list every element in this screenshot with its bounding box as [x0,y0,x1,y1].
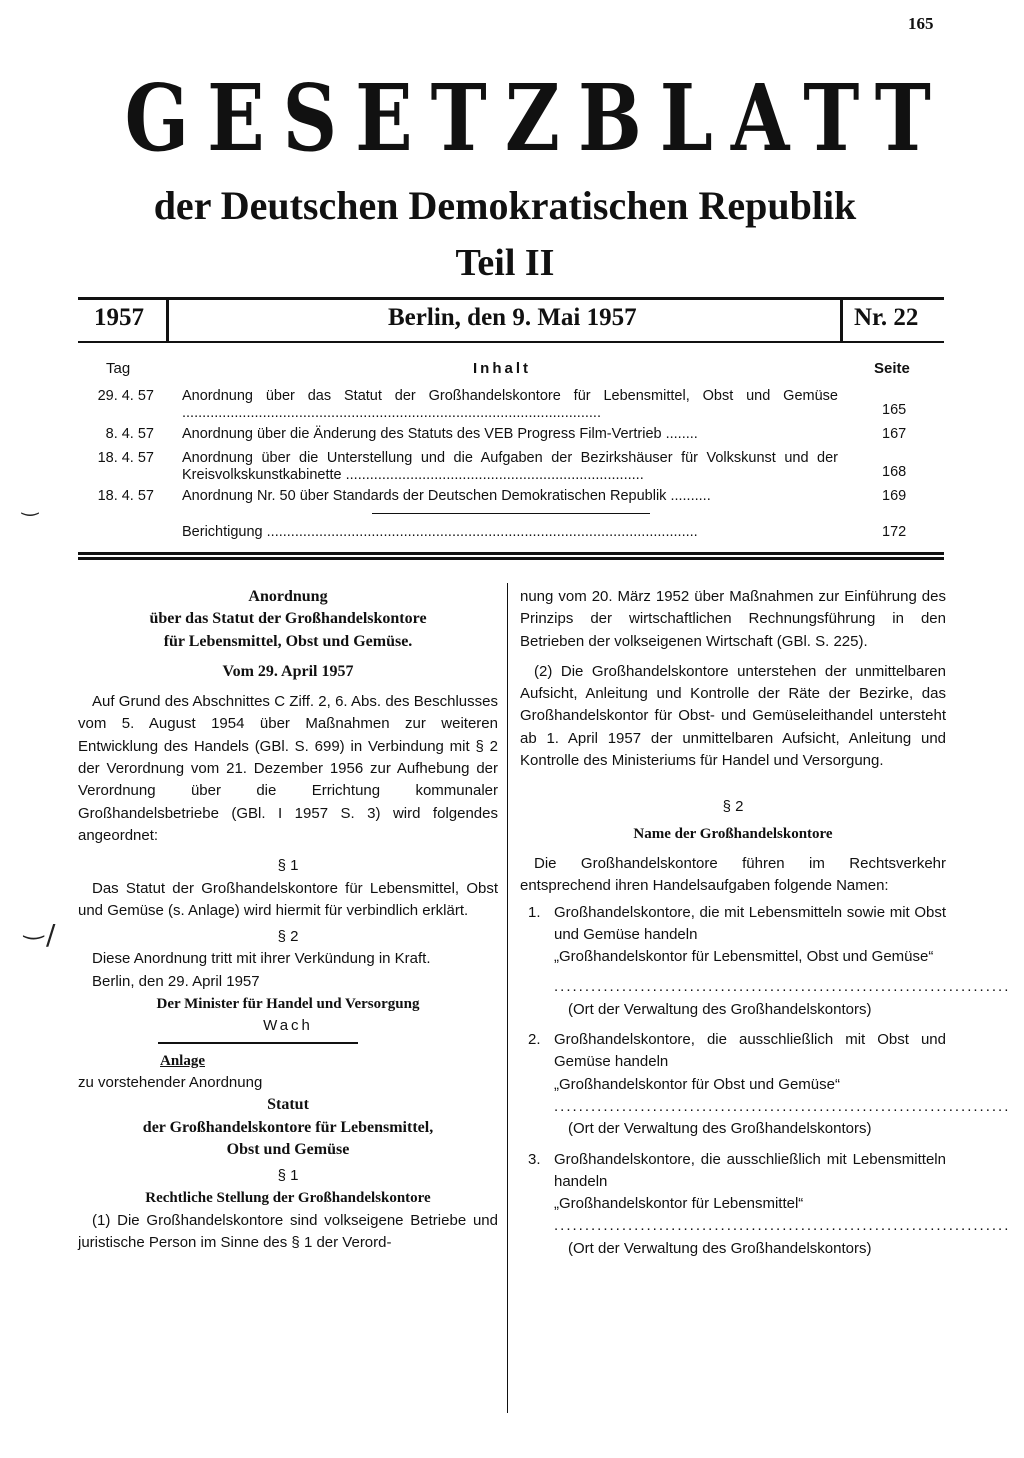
masthead-title: GESETZBLATT [124,64,949,172]
section-paragraph: Diese Anordnung tritt mit ihrer Verkündung in Kraft. [92,950,431,968]
toc-header-content: Inhalt [473,360,531,377]
signer-name: Wach [263,1017,313,1035]
toc-entry-page: 168 [882,464,907,480]
statute-heading: Statut [267,1096,309,1114]
issue-divider [166,300,169,341]
toc-entry-page: 169 [882,488,907,504]
statute-heading: Obst und Gemüse [226,1140,350,1158]
page-number: 165 [908,14,934,33]
list-name: „Großhandelskontor für Lebensmittel, Obst und Gemüse“ [554,948,934,966]
place-note: (Ort der Verwaltung des Großhandelskontors) [568,1120,872,1138]
list-item [520,902,946,969]
section-paragraph: Das Statut der Großhandelskontore für Lebensmittel, Obst und Gemüse (s. Anlage) wird hiermit für verbindlich erklärt. [78,879,498,919]
masthead-subtitle: der Deutschen Demokratischen Republik [153,183,857,228]
signature-rule [158,1042,358,1044]
ordinance-heading: Anordnung [248,588,328,605]
handwritten-mark: ‿ [22,492,39,516]
list-number: 3. [528,1150,541,1168]
list-name: „Großhandelskontor für Lebensmittel“ [554,1195,804,1213]
toc-entry-date: 8. 4. 57 [105,426,154,442]
issue-year: 1957 [94,304,144,331]
dotted-line: .......................................................................... [554,1097,1011,1115]
toc-entry-text: Berichtigung ........................................................................................................... [182,524,698,540]
list-number: 2. [528,1031,541,1049]
toc-entry-text: Anordnung über die Änderung des Statuts des VEB Progress Film-Vertrieb ........ [182,426,698,442]
list-item [520,1149,946,1216]
toc-entry-text: Anordnung Nr. 50 über Standards der Deutschen Demokratischen Republik .......... [182,488,711,504]
toc-entry-page: 167 [882,426,907,442]
preamble-paragraph: Auf Grund des Abschnittes C Ziff. 2, 6. Abs. des Beschlusses vom 5. August 1954 über Maßnahmen zur weiteren Entwicklung des Handels (GBl. S. 699) in Verbindung mit § 2 der Verordnung vom 21. Dezember 1956 zur Aufhebung der Verordnung über die Errichtung kommunaler Großhandelsbetriebe (GBl. I 1957 S. 3) wird folgendes angeordnet: [78,693,498,844]
handwritten-mark: / [46,918,56,951]
place-date: Berlin, den 29. April 1957 [92,972,260,990]
part-label: Teil II [455,242,555,284]
section-label: § 1 [277,1167,299,1185]
list-item [520,1029,946,1096]
ordinance-heading: über das Statut der Großhandelskontore [149,610,427,628]
handwritten-mark: ‿ [24,912,44,940]
toc-bottom-rule [78,552,944,560]
annex-label: Anlage [160,1052,205,1069]
ordinance-heading: für Lebensmittel, Obst und Gemüse. [163,632,413,650]
toc-header-page: Seite [874,360,910,377]
dotted-line: .......................................................................... [554,978,1011,996]
issue-divider [840,300,843,341]
list-name: „Großhandelskontor für Obst und Gemüse“ [554,1075,840,1093]
column-divider [507,583,508,1413]
section-title: Rechtliche Stellung der Großhandelskontore [145,1190,431,1207]
right-column [520,586,1011,1260]
toc-entry-date: 29. 4. 57 [97,388,154,404]
place-note: (Ort der Verwaltung des Großhandelskontors) [568,1000,872,1018]
continued-paragraph: nung vom 20. März 1952 über Maßnahmen zur Einführung des Prinzips der wirtschaftlichen Rechnungsführung in den Betrieben der volkseigenen Wirtschaft (GBl. S. 225). [520,588,946,650]
list-number: 1. [528,903,541,921]
annex-reference: zu vorstehender Anordnung [78,1073,263,1091]
ordinance-date: Vom 29. April 1957 [222,662,354,680]
toc-divider [372,513,650,514]
section-paragraph: (2) Die Großhandelskontore unterstehen der unmittelbaren Aufsicht, Anleitung und Kontrolle der Räte der Bezirke, das Großhandelskontor für Obst- und Gemüseleithandel untersteht ab 1. April 1957 der unmittelbaren Aufsicht, Anleitung und Kontrolle des Ministeriums für Handel und Versorgung. [520,662,946,770]
issue-number: Nr. 22 [854,304,919,331]
section-label: § 2 [277,928,299,946]
section-paragraph: Die Großhandelskontore führen im Rechtsverkehr entsprechend ihren Handelsaufgaben folgende Namen: [520,854,946,895]
toc-entry-page: 165 [882,402,907,418]
toc-entry-text: Anordnung über die Unterstellung und die Aufgaben der Bezirkshäuser für Volkskunst und der Kreisvolkskunstkabinette .......................................................................... [182,450,838,483]
left-column [78,586,498,1254]
dotted-line: .......................................................................... [554,1217,1011,1235]
section-label: § 2 [722,798,744,816]
toc-entry-text: Anordnung über das Statut der Großhandelskontore für Lebensmittel, Obst und Gemüse ........................................................................................................ [182,388,838,421]
list-text: Großhandelskontore, die ausschließlich mit Obst und Gemüse handeln [554,1031,946,1071]
list-text: Großhandelskontore, die mit Lebensmitteln sowie mit Obst und Gemüse handeln [554,903,946,943]
list-text: Großhandelskontore, die ausschließlich mit Lebensmitteln handeln [554,1150,946,1190]
section-paragraph: (1) Die Großhandelskontore sind volkseigene Betriebe und juristische Person im Sinne des § 1 der Verord- [78,1211,498,1252]
issue-bar [78,297,944,343]
toc-entry-date: 18. 4. 57 [97,488,154,504]
toc-entry-date: 18. 4. 57 [97,450,154,466]
toc-entry-page: 172 [882,524,907,540]
place-note: (Ort der Verwaltung des Großhandelskontors) [568,1239,872,1257]
section-title: Name der Großhandelskontore [633,825,833,842]
statute-heading: der Großhandelskontore für Lebensmittel, [142,1118,434,1136]
issue-place-date: Berlin, den 9. Mai 1957 [388,304,637,331]
toc-header-day: Tag [106,360,131,377]
signer-title: Der Minister für Handel und Versorgung [156,996,420,1013]
section-label: § 1 [277,857,299,875]
